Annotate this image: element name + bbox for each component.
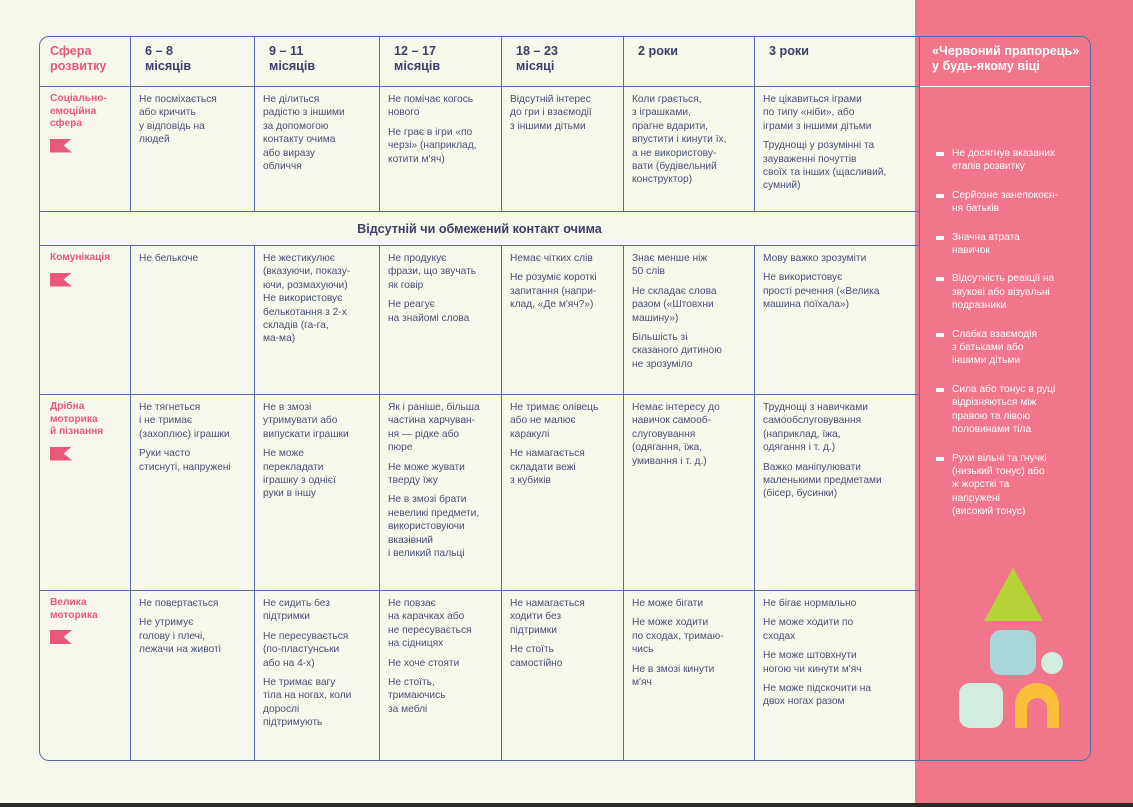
- milestone-cell-gross-motor-9-11-months: [255, 591, 380, 761]
- header-age-3-years: 3 роки: [755, 37, 920, 87]
- sphere-label: Велика моторика: [50, 597, 98, 621]
- milestone-cell-social-emotional-12-17-months: [380, 87, 502, 212]
- red-flag-icon: [50, 630, 72, 644]
- milestone-text: Не грає в ігри «по черзі» (наприклад, котити м'яч): [388, 126, 477, 165]
- milestone-cell-social-emotional-3-years: [755, 87, 920, 212]
- red-flag-item: [936, 452, 1080, 519]
- milestone-text: Не може жувати тверду їжу: [388, 461, 465, 487]
- milestone-cell-social-emotional-9-11-months: [255, 87, 380, 212]
- header-age-18-23-months: 18 – 23 місяці: [502, 37, 624, 87]
- milestone-text: Не розуміє короткі запитання (напри- клад, «Де м'яч?»): [510, 272, 597, 311]
- red-flag-item: [936, 383, 1080, 437]
- red-flag-text: Не досягнув вказаних етапів розвитку: [952, 148, 1056, 173]
- milestone-text: Не складає слова разом («Штовхни машину»): [632, 285, 717, 324]
- milestone-text: Труднощі у розумінні та зауваженні почуттів своїх та інших (щасливий, сумний): [763, 140, 887, 192]
- milestone-cell-communication-18-23-months: [502, 246, 624, 395]
- milestone-text: Не ділиться радістю з іншими за допомогою контакту очима або виразу обличчя: [263, 94, 345, 173]
- milestone-text: Важко маніпулювати маленькими предметами (бісер, бусинки): [763, 461, 882, 500]
- dash-bullet-icon: [936, 457, 944, 461]
- milestone-text: Не помічає когось нового: [388, 94, 474, 119]
- milestone-text: Відсутній інтерес до гри і взаємодії з іншими дітьми: [510, 94, 592, 132]
- red-flag-text: Відсутність реакції на звукові або візуальні подразники: [952, 273, 1055, 312]
- milestone-text: Труднощі з навичками самообслуговування (наприклад, їжа, одягання і т. д.): [763, 402, 868, 454]
- sphere-label: Дрібна моторика й пізнання: [50, 401, 104, 437]
- milestone-cell-communication-3-years: [755, 246, 920, 395]
- dash-bullet-icon: [936, 236, 944, 240]
- red-flag-icon: [50, 139, 72, 153]
- milestone-text: Не сидить без підтримки: [263, 598, 330, 623]
- milestone-cell-gross-motor-12-17-months: [380, 591, 502, 761]
- milestone-cell-social-emotional-2-years: [624, 87, 755, 212]
- header-age-12-17-months: 12 – 17 місяців: [380, 37, 502, 87]
- milestone-text: Не може перекладати іграшку з однієї руки в іншу: [263, 448, 336, 500]
- milestone-cell-communication-6-8-months: [131, 246, 255, 395]
- dash-bullet-icon: [936, 152, 944, 156]
- sphere-gross-motor: [40, 591, 131, 761]
- milestone-cell-gross-motor-2-years: [624, 591, 755, 761]
- milestone-text: Не може бігати: [632, 598, 704, 609]
- milestone-cell-fine-motor-9-11-months: [255, 395, 380, 591]
- milestone-text: Немає чітких слів: [510, 253, 593, 264]
- red-flag-text: Слабка взаємодія з батьками або іншими дітьми: [952, 328, 1037, 367]
- red-flags-list: [920, 87, 1091, 761]
- milestone-text: Не пересувається (по-пластунськи або на 4-х): [263, 630, 349, 669]
- milestone-text: Не посміхається або кричить у відповідь на людей: [139, 94, 217, 146]
- red-flag-item: [936, 272, 1080, 312]
- milestone-text: Не повзає на карачках або не пересувається на сідницях: [388, 598, 472, 650]
- milestone-text: Не може штовхнути ногою чи кинути м'яч: [763, 650, 862, 675]
- milestone-cell-fine-motor-18-23-months: [502, 395, 624, 591]
- milestone-cell-social-emotional-18-23-months: [502, 87, 624, 212]
- milestone-text: Не в змозі утримувати або випускати іграшки: [263, 402, 349, 440]
- red-flag-text: Сила або тонус в руці відрізняються між правою та лівою половинами тіла: [952, 383, 1056, 436]
- red-flag-item: [936, 189, 1080, 216]
- red-flag-text: Серйозне занепокоєн- ня батьків: [952, 189, 1058, 215]
- milestone-text: Більшість зі сказаного дитиною не зрозуміло: [632, 332, 722, 370]
- milestone-text: Не може ходити по сходах: [763, 617, 854, 642]
- dash-bullet-icon: [936, 333, 944, 337]
- milestone-text: Не в змозі кинути м'яч: [632, 663, 715, 689]
- milestone-cell-fine-motor-2-years: [624, 395, 755, 591]
- dash-bullet-icon: [936, 277, 944, 281]
- bottom-border: [0, 803, 1133, 807]
- milestone-text: Як і раніше, більша частина харчуван- ня — рідке або пюре: [388, 402, 480, 454]
- header-age-2-years: 2 роки: [624, 37, 755, 87]
- milestone-cell-fine-motor-12-17-months: [380, 395, 502, 591]
- header-age-9-11-months: 9 – 11 місяців: [255, 37, 380, 87]
- milestone-text: Мову важко зрозуміти: [763, 253, 867, 264]
- milestone-text: Не жестикулює (вказуючи, показу- ючи, розмахуючи) Не використовує белькотання з 2-х складів (га-га, ма-ма): [263, 253, 351, 345]
- milestone-text: Коли грається, з іграшками, прагне вдарити, впустити і кинути їх, а не використову- вати (будівельний конструктор): [632, 94, 727, 186]
- dash-bullet-icon: [936, 194, 944, 198]
- red-flag-item: [936, 147, 1080, 174]
- milestone-text: Не тримає вагу тіла на ногах, коли дорослі підтримують: [263, 677, 352, 729]
- milestone-text: Не повертається: [139, 598, 219, 609]
- red-flag-item: [936, 328, 1080, 368]
- milestone-cell-communication-2-years: [624, 246, 755, 395]
- milestone-cell-gross-motor-6-8-months: [131, 591, 255, 761]
- sphere-fine-motor: [40, 395, 131, 591]
- milestone-text: Не бігає нормально: [763, 598, 857, 609]
- milestone-text: Знає менше ніж 50 слів: [632, 253, 708, 278]
- milestone-cell-communication-9-11-months: [255, 246, 380, 395]
- milestone-text: Не тягнеться і не тримає (захоплює) іграшки: [139, 402, 230, 440]
- milestone-text: Не стоїть, тримаючись за меблі: [388, 677, 446, 715]
- eye-contact-banner: Відсутній чи обмежений контакт очима: [40, 212, 920, 246]
- milestone-text: Немає інтересу до навичок самооб- слуговування (одягання, їжа, умивання і т. д.): [632, 402, 720, 467]
- milestone-text: Не цікавиться іграми по типу «ніби», або іграми з іншими дітьми: [763, 94, 872, 132]
- milestone-cell-fine-motor-6-8-months: [131, 395, 255, 591]
- milestone-text: Не намагається ходити без підтримки: [510, 598, 585, 636]
- milestone-cell-gross-motor-3-years: [755, 591, 920, 761]
- milestone-text: Не хоче стояти: [388, 657, 460, 669]
- red-flag-text: Рухи вільні та гнучкі (низький тонус) або ж жорсткі та напружені (високий тонус): [952, 452, 1047, 518]
- header-age-6-8-months: 6 – 8 місяців: [131, 37, 255, 87]
- milestone-text: Не стоїть самостійно: [510, 644, 563, 669]
- sphere-communication: [40, 246, 131, 395]
- red-flag-icon: [50, 273, 72, 287]
- red-flag-icon: [50, 447, 72, 461]
- sphere-social-emotional: [40, 87, 131, 212]
- milestone-text: Не намагається складати вежі з кубиків: [510, 448, 585, 487]
- milestone-cell-communication-12-17-months: [380, 246, 502, 395]
- header-red-flag: «Червоний прапорець» у будь-якому віці: [920, 37, 1091, 87]
- red-flag-text: Значна втрата навичок: [952, 231, 1020, 257]
- milestone-text: Не белькоче: [139, 253, 199, 264]
- dash-bullet-icon: [936, 388, 944, 392]
- red-flag-item: [936, 231, 1080, 258]
- milestone-text: Не використовує прості речення («Велика машина поїхала»): [763, 272, 880, 311]
- milestone-text: Не в змозі брати невеликі предмети, використовуючи вказівний і великий пальці: [388, 494, 480, 560]
- milestone-cell-gross-motor-18-23-months: [502, 591, 624, 761]
- sphere-label: Соціально- емоційна сфера: [50, 93, 107, 129]
- milestone-text: Не утримує голову і плечі, лежачи на животі: [139, 617, 221, 656]
- milestone-cell-fine-motor-3-years: [755, 395, 920, 591]
- milestone-text: Не може ходити по сходах, тримаю- чись: [632, 617, 724, 656]
- milestone-text: Руки часто стиснуті, напружені: [139, 448, 231, 473]
- milestone-text: Не може підскочити на двох ногах разом: [763, 683, 872, 708]
- sphere-label: Комунікація: [50, 252, 111, 263]
- milestone-text: Не реагує на знайомі слова: [388, 299, 470, 324]
- header-sphere: Сфера розвитку: [40, 37, 131, 87]
- milestone-text: Не продукує фрази, що звучать як говір: [388, 253, 477, 291]
- milestone-text: Не тримає олівець або не малює каракулі: [510, 402, 599, 440]
- milestone-cell-social-emotional-6-8-months: [131, 87, 255, 212]
- development-milestones-table: [39, 36, 1091, 761]
